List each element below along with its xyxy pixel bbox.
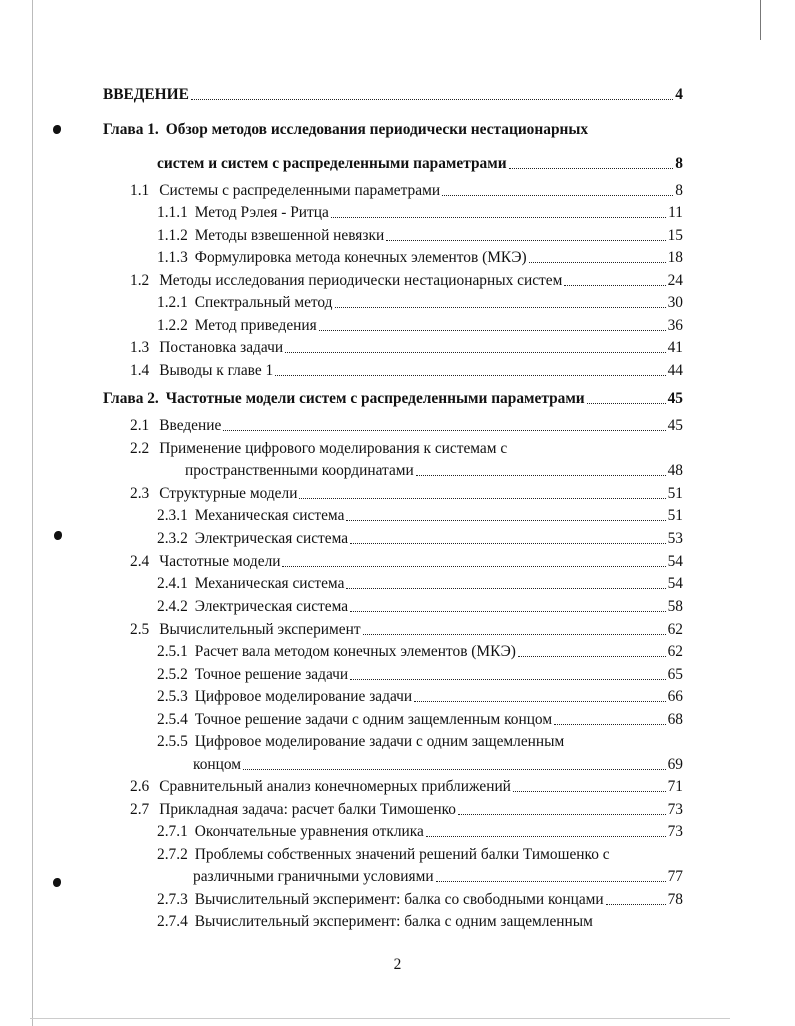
toc-entry-number: 2.5.5 xyxy=(157,733,188,750)
toc-entry xyxy=(130,778,683,796)
toc-entry-title: Проблемы собственных значений решений балки Тимошенко с xyxy=(194,846,610,863)
toc-leader-dots xyxy=(331,216,666,218)
toc-leader-dots xyxy=(346,587,665,589)
toc-entry xyxy=(130,362,683,380)
toc-entry-title: Цифровое моделирование задачи с одним защемленным xyxy=(194,733,565,750)
toc-entry xyxy=(130,272,683,290)
toc-entry xyxy=(157,204,683,222)
toc-entry xyxy=(157,598,683,616)
toc-entry-page: 44 xyxy=(667,362,683,379)
toc-entry-title: Обзор методов исследования периодически нестационарных xyxy=(165,121,589,138)
toc-entry-title: Частотные модели xyxy=(159,553,281,570)
toc-entry-title: Окончательные уравнения отклика xyxy=(194,823,424,840)
toc-entry xyxy=(130,801,683,819)
toc-entry-number: 1.3 xyxy=(130,339,150,356)
toc-entry-number: Глава 2. xyxy=(103,390,159,407)
toc-entry-title: Введение xyxy=(159,417,222,434)
toc-leader-dots xyxy=(223,429,665,431)
toc-entry-page: 73 xyxy=(667,823,683,840)
toc-entry xyxy=(157,155,683,173)
toc-entry xyxy=(157,711,683,729)
scan-edge-left xyxy=(32,0,33,1026)
toc-leader-dots xyxy=(350,542,666,544)
toc-entry-page: 51 xyxy=(667,485,683,502)
toc-leader-dots xyxy=(436,880,666,882)
toc-entry-number: 1.4 xyxy=(130,362,150,379)
binder-hole-mark xyxy=(53,125,61,134)
toc-leader-dots xyxy=(243,768,666,770)
toc-entry-title: Механическая система xyxy=(194,507,345,524)
toc-entry-number: 2.5.3 xyxy=(157,688,188,705)
toc-entry xyxy=(157,575,683,593)
toc-entry xyxy=(157,294,683,312)
toc-entry xyxy=(157,643,683,661)
toc-leader-dots xyxy=(191,98,673,100)
toc-entry xyxy=(130,339,683,357)
toc-entry-title: Вычислительный эксперимент: балка с одним защемленным xyxy=(194,913,593,930)
toc-leader-dots xyxy=(319,329,666,331)
toc-entry-title: Сравнительный анализ конечномерных приближений xyxy=(159,778,511,795)
toc-entry-title: Выводы к главе 1 xyxy=(159,362,274,379)
toc-entry-number: Глава 1. xyxy=(103,121,159,138)
toc-entry xyxy=(157,823,683,841)
toc-entry-page: 78 xyxy=(667,891,683,908)
toc-entry-title: концом xyxy=(193,756,242,773)
toc-entry-title: Электрическая система xyxy=(194,530,349,547)
toc-entry-number: 2.5 xyxy=(130,621,150,638)
toc-entry xyxy=(193,868,683,886)
toc-entry-page: 62 xyxy=(667,643,683,660)
toc-entry xyxy=(103,121,588,139)
toc-leader-dots xyxy=(518,655,666,657)
toc-entry-number: 2.7.1 xyxy=(157,823,188,840)
toc-entry-page: 4 xyxy=(675,86,683,103)
toc-entry-title: Метод Рэлея - Ритца xyxy=(194,204,329,221)
binder-hole-mark xyxy=(53,878,61,887)
toc-entry-title: Методы взвешенной невязки xyxy=(194,227,385,244)
toc-entry xyxy=(130,485,683,503)
toc-entry-page: 62 xyxy=(667,621,683,638)
toc-entry xyxy=(130,417,683,435)
toc-entry-page: 69 xyxy=(667,756,683,773)
toc-leader-dots xyxy=(509,167,674,169)
toc-entry-title: Структурные модели xyxy=(159,485,298,502)
toc-entry-number: 2.4.2 xyxy=(157,598,188,615)
toc-leader-dots xyxy=(282,565,665,567)
toc-leader-dots xyxy=(529,261,666,263)
toc-leader-dots xyxy=(363,633,666,635)
toc-entry xyxy=(130,182,683,200)
toc-entry xyxy=(157,507,683,525)
toc-entry-number: 1.1.2 xyxy=(157,227,188,244)
toc-entry-page: 77 xyxy=(667,868,683,885)
toc-entry xyxy=(157,688,683,706)
toc-entry xyxy=(157,317,683,335)
toc-entry-page: 66 xyxy=(667,688,683,705)
toc-entry-title: систем и систем с распределенными параметрами xyxy=(157,155,507,172)
toc-entry-title: ВВЕДЕНИЕ xyxy=(103,86,189,103)
toc-leader-dots xyxy=(335,306,666,308)
toc-entry-title: Электрическая система xyxy=(194,598,349,615)
toc-entry-number: 2.2 xyxy=(130,440,150,457)
toc-entry-page: 73 xyxy=(667,801,683,818)
toc-entry-page: 45 xyxy=(667,390,683,407)
toc-entry-title: Прикладная задача: расчет балки Тимошенко xyxy=(159,801,456,818)
toc-entry-number: 2.6 xyxy=(130,778,150,795)
toc-entry xyxy=(157,249,683,267)
toc-entry-title: Цифровое моделирование задачи xyxy=(194,688,413,705)
toc-entry-number: 2.1 xyxy=(130,417,150,434)
toc-entry-title: Механическая система xyxy=(194,575,345,592)
toc-entry-page: 54 xyxy=(667,575,683,592)
toc-entry-number: 2.5.2 xyxy=(157,666,188,683)
toc-entry-title: Метод приведения xyxy=(194,317,317,334)
toc-entry-page: 8 xyxy=(675,182,683,199)
toc-entry-number: 1.2.1 xyxy=(157,294,188,311)
toc-leader-dots xyxy=(513,790,666,792)
toc-entry-number: 1.1.3 xyxy=(157,249,188,266)
toc-entry-number: 2.7 xyxy=(130,801,150,818)
toc-entry-title: Расчет вала методом конечных элементов (МКЭ) xyxy=(194,643,516,660)
toc-entry-page: 53 xyxy=(667,530,683,547)
toc-entry xyxy=(130,621,683,639)
toc-entry-title: Постановка задачи xyxy=(159,339,284,356)
toc-entry-page: 54 xyxy=(667,553,683,570)
toc-entry-page: 45 xyxy=(667,417,683,434)
scan-edge-bottom xyxy=(30,1018,730,1019)
toc-entry-number: 2.3 xyxy=(130,485,150,502)
toc-leader-dots xyxy=(426,835,666,837)
toc-entry-page: 65 xyxy=(667,666,683,683)
toc-entry-title: Точное решение задачи xyxy=(194,666,349,683)
toc-entry-number: 1.1 xyxy=(130,182,150,199)
toc-entry xyxy=(157,666,683,684)
binder-hole-mark xyxy=(54,531,62,540)
toc-entry-title: Частотные модели систем с распределенными параметрами xyxy=(165,390,585,407)
toc-entry-number: 2.3.1 xyxy=(157,507,188,524)
toc-leader-dots xyxy=(587,402,666,404)
toc-entry xyxy=(157,530,683,548)
toc-entry-title: Формулировка метода конечных элементов (МКЭ) xyxy=(194,249,527,266)
toc-entry-title: Системы с распределенными параметрами xyxy=(159,182,441,199)
toc-entry-page: 36 xyxy=(667,317,683,334)
toc-entry-number: 2.4 xyxy=(130,553,150,570)
toc-entry-page: 30 xyxy=(667,294,683,311)
toc-entry-number: 2.7.3 xyxy=(157,891,188,908)
toc-entry-number: 2.7.2 xyxy=(157,846,188,863)
toc-entry-page: 48 xyxy=(667,462,683,479)
toc-entry-page: 8 xyxy=(675,155,683,172)
toc-entry xyxy=(193,756,683,774)
toc-leader-dots xyxy=(386,239,665,241)
toc-entry-title: Методы исследования периодически нестационарных систем xyxy=(159,272,563,289)
toc-entry-title: различными граничными условиями xyxy=(193,868,434,885)
toc-entry-page: 58 xyxy=(667,598,683,615)
toc-entry-title: Применение цифрового моделирования к системам с xyxy=(159,440,508,457)
toc-leader-dots xyxy=(554,723,666,725)
scan-edge-right xyxy=(760,0,761,40)
toc-leader-dots xyxy=(350,610,666,612)
toc-entry-number: 1.2.2 xyxy=(157,317,188,334)
toc-leader-dots xyxy=(346,519,665,521)
toc-entry-page: 15 xyxy=(667,227,683,244)
toc-leader-dots xyxy=(285,351,666,353)
toc-entry xyxy=(157,891,683,909)
toc-entry xyxy=(157,913,593,931)
toc-entry xyxy=(103,390,683,408)
toc-entry xyxy=(185,462,683,480)
toc-leader-dots xyxy=(458,813,666,815)
toc-entry xyxy=(103,86,683,104)
toc-leader-dots xyxy=(442,194,673,196)
toc-entry-number: 2.4.1 xyxy=(157,575,188,592)
toc-entry-title: Вычислительный эксперимент xyxy=(159,621,361,638)
toc-entry xyxy=(157,846,610,864)
toc-entry-page: 71 xyxy=(667,778,683,795)
toc-entry-number: 2.7.4 xyxy=(157,913,188,930)
toc-entry xyxy=(130,553,683,571)
toc-entry-page: 11 xyxy=(668,204,683,221)
toc-leader-dots xyxy=(275,374,665,376)
toc-entry-page: 18 xyxy=(667,249,683,266)
toc-entry-page: 41 xyxy=(667,339,683,356)
toc-leader-dots xyxy=(416,474,666,476)
toc-entry xyxy=(157,733,564,751)
toc-leader-dots xyxy=(606,903,666,905)
toc-entry-title: Спектральный метод xyxy=(194,294,333,311)
toc-entry-number: 2.5.4 xyxy=(157,711,188,728)
toc-leader-dots xyxy=(414,700,665,702)
toc-entry-page: 51 xyxy=(667,507,683,524)
toc-entry-title: Вычислительный эксперимент: балка со свободными концами xyxy=(194,891,604,908)
toc-entry-page: 24 xyxy=(667,272,683,289)
toc-entry-number: 1.2 xyxy=(130,272,150,289)
toc-entry-number: 1.1.1 xyxy=(157,204,188,221)
toc-leader-dots xyxy=(350,678,665,680)
toc-entry xyxy=(130,440,507,458)
toc-entry-number: 2.5.1 xyxy=(157,643,188,660)
toc-leader-dots xyxy=(564,284,665,286)
toc-leader-dots xyxy=(299,497,665,499)
page-number: 2 xyxy=(393,956,402,973)
toc-entry-title: пространственными координатами xyxy=(185,462,414,479)
toc-entry-number: 2.3.2 xyxy=(157,530,188,547)
toc-entry-title: Точное решение задачи с одним защемленным концом xyxy=(194,711,553,728)
toc-entry xyxy=(157,227,683,245)
toc-entry-page: 68 xyxy=(667,711,683,728)
